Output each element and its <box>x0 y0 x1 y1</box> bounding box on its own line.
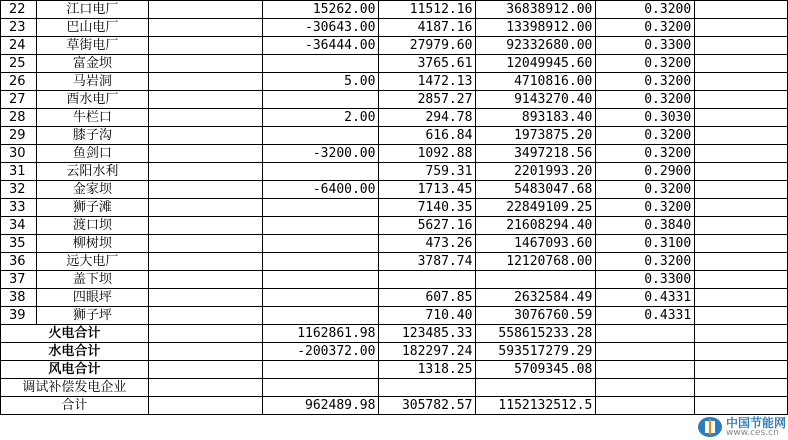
value-col-6: 9143270.40 <box>476 91 596 109</box>
plant-name: 狮子滩 <box>36 199 148 217</box>
value-col-4: -36444.00 <box>262 37 379 55</box>
value-col-5: 473.26 <box>379 235 476 253</box>
value-col-6: 5483047.68 <box>476 181 596 199</box>
table-row <box>1 127 788 145</box>
value-col-7: 0.3300 <box>596 37 695 55</box>
value-col-6: 2201993.20 <box>476 163 596 181</box>
summary-col-6: 5709345.08 <box>476 361 596 379</box>
summary-col-6 <box>476 379 596 397</box>
empty-cell <box>695 1 788 19</box>
row-index: 22 <box>1 1 37 19</box>
value-col-7: 0.2900 <box>596 163 695 181</box>
value-col-6: 3497218.56 <box>476 145 596 163</box>
summary-col-5: 305782.57 <box>379 397 476 415</box>
plant-name: 草街电厂 <box>36 37 148 55</box>
empty-cell <box>695 307 788 325</box>
summary-col-3 <box>148 325 262 343</box>
plant-name: 江口电厂 <box>36 1 148 19</box>
row-index: 33 <box>1 199 37 217</box>
value-col-7: 0.3030 <box>596 109 695 127</box>
value-col-4 <box>262 55 379 73</box>
empty-cell <box>695 55 788 73</box>
table-row <box>1 253 788 271</box>
value-col-7: 0.3200 <box>596 127 695 145</box>
row-index: 38 <box>1 289 37 307</box>
table-row <box>1 235 788 253</box>
empty-cell <box>695 217 788 235</box>
table-body <box>1 1 788 415</box>
value-col-3 <box>148 55 262 73</box>
summary-col-5: 1318.25 <box>379 361 476 379</box>
value-col-4: 2.00 <box>262 109 379 127</box>
summary-col-4: 962489.98 <box>262 397 379 415</box>
plant-name: 远大电厂 <box>36 253 148 271</box>
row-index: 37 <box>1 271 37 289</box>
empty-cell <box>695 163 788 181</box>
empty-cell <box>695 109 788 127</box>
plant-name: 酉水电厂 <box>36 91 148 109</box>
value-col-4 <box>262 217 379 235</box>
empty-cell <box>695 253 788 271</box>
value-col-6: 12120768.00 <box>476 253 596 271</box>
value-col-7: 0.3200 <box>596 181 695 199</box>
table-row <box>1 307 788 325</box>
empty-cell <box>695 73 788 91</box>
summary-col-7 <box>596 397 695 415</box>
value-col-7: 0.3100 <box>596 235 695 253</box>
summary-col-4 <box>262 379 379 397</box>
row-index: 35 <box>1 235 37 253</box>
value-col-6: 92332680.00 <box>476 37 596 55</box>
value-col-7: 0.4331 <box>596 307 695 325</box>
row-index: 26 <box>1 73 37 91</box>
value-col-4 <box>262 271 379 289</box>
summary-col-3 <box>148 397 262 415</box>
table-row <box>1 109 788 127</box>
summary-col-5: 182297.24 <box>379 343 476 361</box>
value-col-6: 4710816.00 <box>476 73 596 91</box>
value-col-4 <box>262 235 379 253</box>
plant-name: 四眼坪 <box>36 289 148 307</box>
value-col-6: 22849109.25 <box>476 199 596 217</box>
empty-cell <box>695 325 788 343</box>
empty-cell <box>695 397 788 415</box>
table-row <box>1 145 788 163</box>
value-col-3 <box>148 73 262 91</box>
value-col-6: 1973875.20 <box>476 127 596 145</box>
summary-label: 水电合计 <box>1 343 149 361</box>
empty-cell <box>695 19 788 37</box>
value-col-4: -6400.00 <box>262 181 379 199</box>
value-col-6 <box>476 271 596 289</box>
row-index: 30 <box>1 145 37 163</box>
china-energy-network-logo-icon <box>697 416 723 438</box>
summary-col-6: 593517279.29 <box>476 343 596 361</box>
table-row <box>1 73 788 91</box>
value-col-3 <box>148 181 262 199</box>
summary-col-5 <box>379 379 476 397</box>
table-row <box>1 199 788 217</box>
row-index: 24 <box>1 37 37 55</box>
value-col-4 <box>262 163 379 181</box>
plant-name: 马岩洞 <box>36 73 148 91</box>
value-col-5: 710.40 <box>379 307 476 325</box>
table-row <box>1 181 788 199</box>
value-col-5: 759.31 <box>379 163 476 181</box>
value-col-6: 36838912.00 <box>476 1 596 19</box>
value-col-4 <box>262 199 379 217</box>
value-col-3 <box>148 1 262 19</box>
value-col-3 <box>148 37 262 55</box>
value-col-7: 0.3200 <box>596 19 695 37</box>
summary-col-5: 123485.33 <box>379 325 476 343</box>
value-col-4 <box>262 127 379 145</box>
empty-cell <box>695 37 788 55</box>
value-col-3 <box>148 271 262 289</box>
row-index: 34 <box>1 217 37 235</box>
table-row <box>1 37 788 55</box>
table-row <box>1 289 788 307</box>
plant-name: 狮子坪 <box>36 307 148 325</box>
plant-name: 膝子沟 <box>36 127 148 145</box>
empty-cell <box>695 289 788 307</box>
value-col-5: 7140.35 <box>379 199 476 217</box>
summary-col-7 <box>596 343 695 361</box>
value-col-5 <box>379 271 476 289</box>
value-col-6: 12049945.60 <box>476 55 596 73</box>
value-col-3 <box>148 253 262 271</box>
value-col-7: 0.3200 <box>596 1 695 19</box>
summary-label: 合计 <box>1 397 149 415</box>
value-col-5: 27979.60 <box>379 37 476 55</box>
empty-cell <box>695 271 788 289</box>
watermark-site-name: 中国节能网 <box>725 415 786 430</box>
value-col-5: 2857.27 <box>379 91 476 109</box>
watermark <box>697 416 786 438</box>
row-index: 31 <box>1 163 37 181</box>
row-index: 23 <box>1 19 37 37</box>
value-col-3 <box>148 289 262 307</box>
value-col-5: 4187.16 <box>379 19 476 37</box>
summary-col-6: 558615233.28 <box>476 325 596 343</box>
summary-col-6: 1152132512.5 <box>476 397 596 415</box>
value-col-3 <box>148 163 262 181</box>
value-col-3 <box>148 19 262 37</box>
value-col-5: 1092.88 <box>379 145 476 163</box>
value-col-3 <box>148 307 262 325</box>
summary-label: 调试补偿发电企业 <box>1 379 149 397</box>
row-index: 29 <box>1 127 37 145</box>
watermark-url: www.ces.cn <box>725 427 779 438</box>
summary-row <box>1 397 788 415</box>
summary-col-7 <box>596 325 695 343</box>
empty-cell <box>695 91 788 109</box>
summary-label: 火电合计 <box>1 325 149 343</box>
table-row <box>1 55 788 73</box>
summary-row <box>1 361 788 379</box>
plant-name: 云阳水利 <box>36 163 148 181</box>
value-col-5: 1713.45 <box>379 181 476 199</box>
value-col-4 <box>262 91 379 109</box>
value-col-5: 616.84 <box>379 127 476 145</box>
row-index: 39 <box>1 307 37 325</box>
table-row <box>1 217 788 235</box>
summary-col-4: -200372.00 <box>262 343 379 361</box>
value-col-4 <box>262 253 379 271</box>
value-col-3 <box>148 91 262 109</box>
value-col-6: 1467093.60 <box>476 235 596 253</box>
empty-cell <box>695 199 788 217</box>
table-row <box>1 91 788 109</box>
table-row <box>1 1 788 19</box>
value-col-7: 0.3200 <box>596 73 695 91</box>
plant-name: 巴山电厂 <box>36 19 148 37</box>
value-col-5: 5627.16 <box>379 217 476 235</box>
empty-cell <box>695 361 788 379</box>
summary-col-7 <box>596 361 695 379</box>
value-col-7: 0.4331 <box>596 289 695 307</box>
plant-name: 鱼剑口 <box>36 145 148 163</box>
value-col-3 <box>148 127 262 145</box>
value-col-5: 1472.13 <box>379 73 476 91</box>
row-index: 27 <box>1 91 37 109</box>
summary-col-7 <box>596 379 695 397</box>
summary-row <box>1 343 788 361</box>
value-col-3 <box>148 109 262 127</box>
value-col-7: 0.3200 <box>596 91 695 109</box>
value-col-5: 607.85 <box>379 289 476 307</box>
value-col-4: -3200.00 <box>262 145 379 163</box>
plant-name: 柳树坝 <box>36 235 148 253</box>
empty-cell <box>695 181 788 199</box>
summary-row <box>1 379 788 397</box>
value-col-6: 893183.40 <box>476 109 596 127</box>
value-col-4: -30643.00 <box>262 19 379 37</box>
value-col-7: 0.3200 <box>596 145 695 163</box>
plant-name: 富金坝 <box>36 55 148 73</box>
value-col-4 <box>262 289 379 307</box>
value-col-3 <box>148 235 262 253</box>
value-col-7: 0.3300 <box>596 271 695 289</box>
plant-name: 金家坝 <box>36 181 148 199</box>
empty-cell <box>695 235 788 253</box>
table-row <box>1 163 788 181</box>
plant-name: 牛栏口 <box>36 109 148 127</box>
value-col-5: 3765.61 <box>379 55 476 73</box>
value-col-5: 294.78 <box>379 109 476 127</box>
value-col-6: 2632584.49 <box>476 289 596 307</box>
value-col-7: 0.3200 <box>596 199 695 217</box>
value-col-5: 11512.16 <box>379 1 476 19</box>
summary-col-3 <box>148 361 262 379</box>
value-col-4: 15262.00 <box>262 1 379 19</box>
value-col-4 <box>262 307 379 325</box>
value-col-4: 5.00 <box>262 73 379 91</box>
value-col-6: 3076760.59 <box>476 307 596 325</box>
summary-label: 风电合计 <box>1 361 149 379</box>
value-col-6: 13398912.00 <box>476 19 596 37</box>
empty-cell <box>695 127 788 145</box>
plant-name: 渡口坝 <box>36 217 148 235</box>
plant-name: 盖下坝 <box>36 271 148 289</box>
summary-col-4: 1162861.98 <box>262 325 379 343</box>
value-col-7: 0.3200 <box>596 55 695 73</box>
empty-cell <box>695 343 788 361</box>
summary-row <box>1 325 788 343</box>
value-col-3 <box>148 145 262 163</box>
value-col-6: 21608294.40 <box>476 217 596 235</box>
row-index: 25 <box>1 55 37 73</box>
row-index: 32 <box>1 181 37 199</box>
summary-col-4 <box>262 361 379 379</box>
value-col-7: 0.3200 <box>596 253 695 271</box>
summary-col-3 <box>148 343 262 361</box>
value-col-3 <box>148 217 262 235</box>
table-row <box>1 271 788 289</box>
empty-cell <box>695 145 788 163</box>
value-col-7: 0.3840 <box>596 217 695 235</box>
row-index: 36 <box>1 253 37 271</box>
table-row <box>1 19 788 37</box>
empty-cell <box>695 379 788 397</box>
row-index: 28 <box>1 109 37 127</box>
summary-col-3 <box>148 379 262 397</box>
value-col-3 <box>148 199 262 217</box>
value-col-5: 3787.74 <box>379 253 476 271</box>
